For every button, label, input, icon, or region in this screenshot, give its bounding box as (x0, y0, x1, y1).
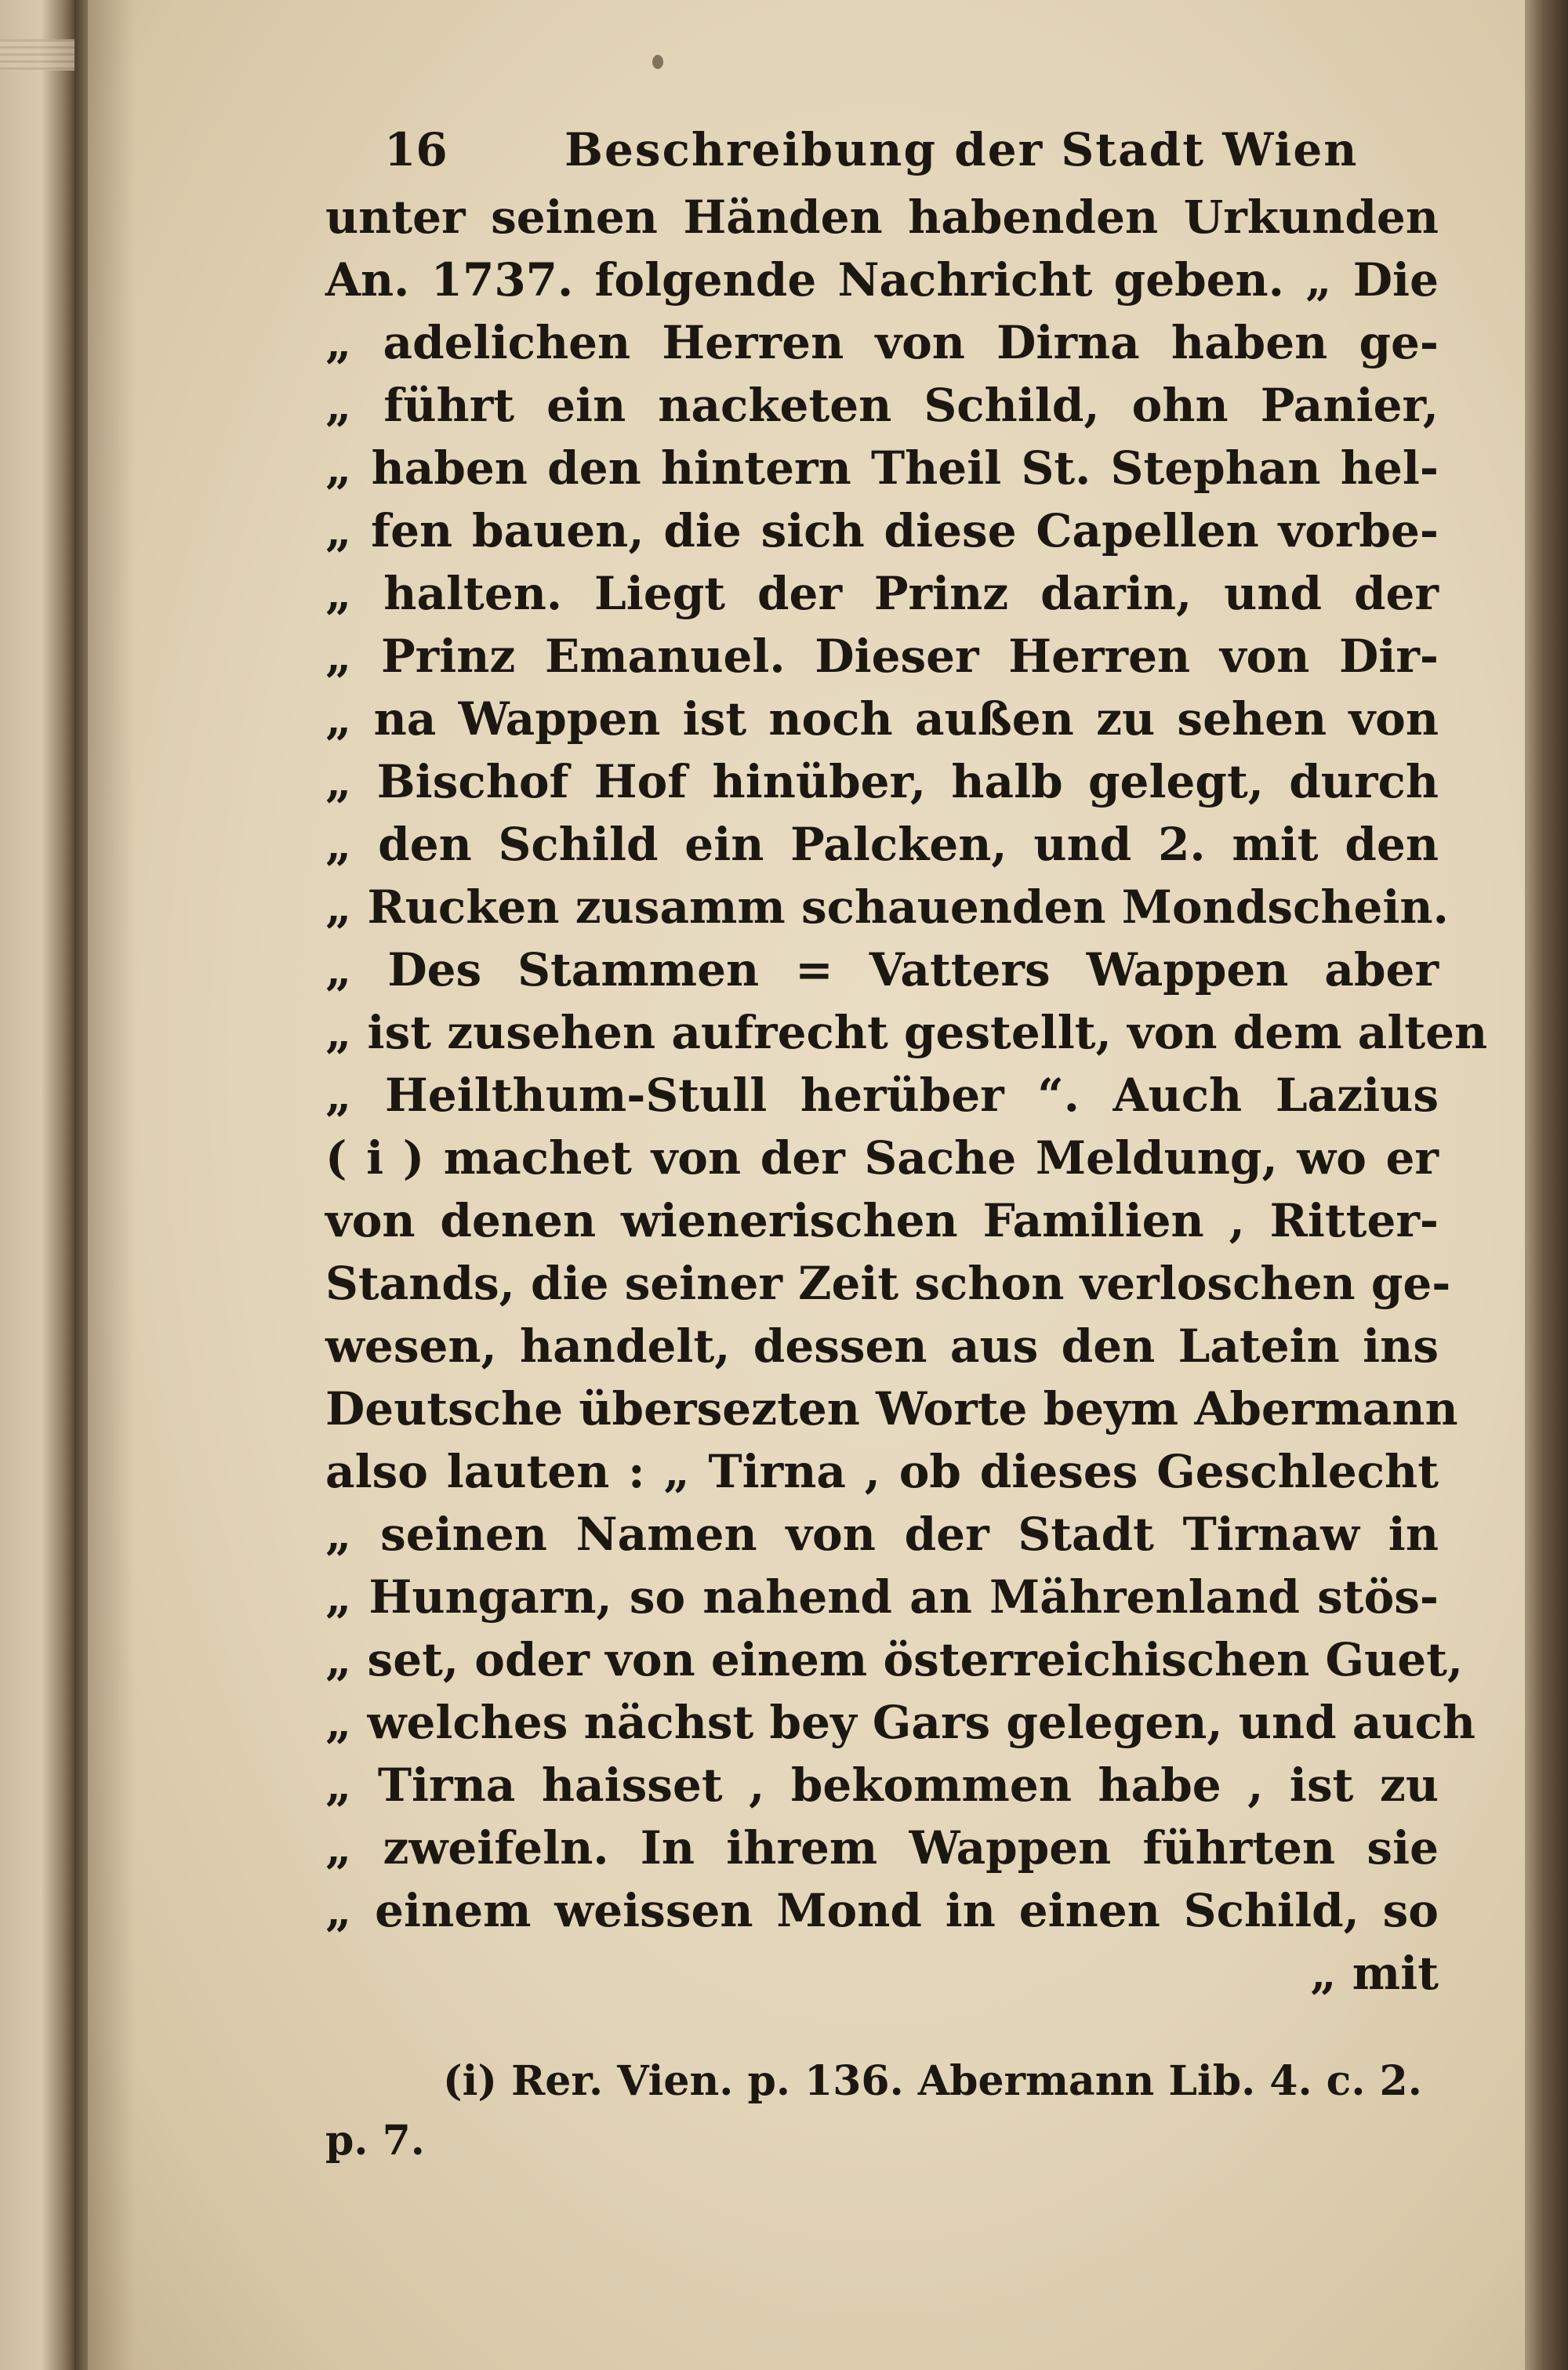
text-line: „ einem weissen Mond in einen Schild, so (325, 1884, 1439, 1937)
text-line: An. 1737. folgende Nachricht geben. „ Die (325, 253, 1439, 307)
text-line: unter seinen Händen habenden Urkunden (325, 191, 1439, 244)
text-line: Deutsche übersezten Worte beym Abermann (325, 1382, 1458, 1435)
text-line: „ Heilthum-Stull herüber “. Auch Lazius (325, 1069, 1439, 1122)
catchword: „ mit (1310, 1947, 1439, 2000)
text-line: von denen wienerischen Familien , Ritter- (325, 1194, 1439, 1247)
text-line: „ adelichen Herren von Dirna haben ge- (325, 316, 1439, 369)
text-line: „ Bischof Hof hinüber, halb gelegt, durch (325, 755, 1439, 808)
running-title: Beschreibung der Stadt Wien (564, 123, 1359, 176)
text-line: „ zweifeln. In ihrem Wappen führten sie (325, 1821, 1439, 1875)
text-line: wesen, handelt, dessen aus den Latein ins (325, 1319, 1439, 1373)
text-line: „ den Schild ein Palcken, und 2. mit den (325, 818, 1439, 871)
footnote-line: p. 7. (325, 2117, 425, 2165)
ink-smudge (652, 55, 663, 69)
footnote (325, 2052, 1439, 2171)
text-line: ( i ) machet von der Sache Meldung, wo er (325, 1131, 1439, 1185)
text-line: „ führt ein nacketen Schild, ohn Panier, (325, 379, 1439, 432)
text-line: „ Rucken zusamm schauenden Mondschein. (325, 880, 1449, 934)
text-line: „ na Wappen ist noch außen zu sehen von (325, 692, 1439, 746)
text-line: Stands, die seiner Zeit schon verloschen ge- (325, 1257, 1451, 1310)
text-line: „ fen bauen, die sich diese Capellen vorbe- (325, 504, 1439, 557)
body-text (235, 186, 1488, 2005)
text-line: „ halten. Liegt der Prinz darin, und der (325, 567, 1439, 620)
text-line: „ set, oder von einem österreichischen Guet, (325, 1633, 1464, 1686)
left-page-edge (0, 0, 74, 2370)
text-line: „ seinen Namen von der Stadt Tirnaw in (325, 1508, 1439, 1561)
text-line: „ ist zusehen aufrecht gestellt, von dem alten (325, 1006, 1488, 1059)
page-number: 16 (384, 123, 448, 176)
text-line: „ Prinz Emanuel. Dieser Herren von Dir- (325, 630, 1439, 683)
page-header (235, 114, 1450, 186)
text-line: „ Hungarn, so nahend an Mährenland stös- (325, 1570, 1439, 1624)
text-line: „ welches nächst bey Gars gelegen, und auch (325, 1696, 1476, 1749)
text-line: „ haben den hintern Theil St. Stephan hel- (325, 441, 1439, 495)
footnote-line: (i) Rer. Vien. p. 136. Abermann Lib. 4. c. 2. (443, 2057, 1422, 2105)
page-text (235, 114, 1488, 2171)
right-page-edge (1525, 0, 1568, 2370)
text-line: „ Des Stammen = Vatters Wappen aber (325, 943, 1439, 996)
text-line: also lauten : „ Tirna , ob dieses Geschlecht (325, 1445, 1439, 1498)
text-line: „ Tirna haisset , bekommen habe , ist zu (325, 1758, 1439, 1812)
